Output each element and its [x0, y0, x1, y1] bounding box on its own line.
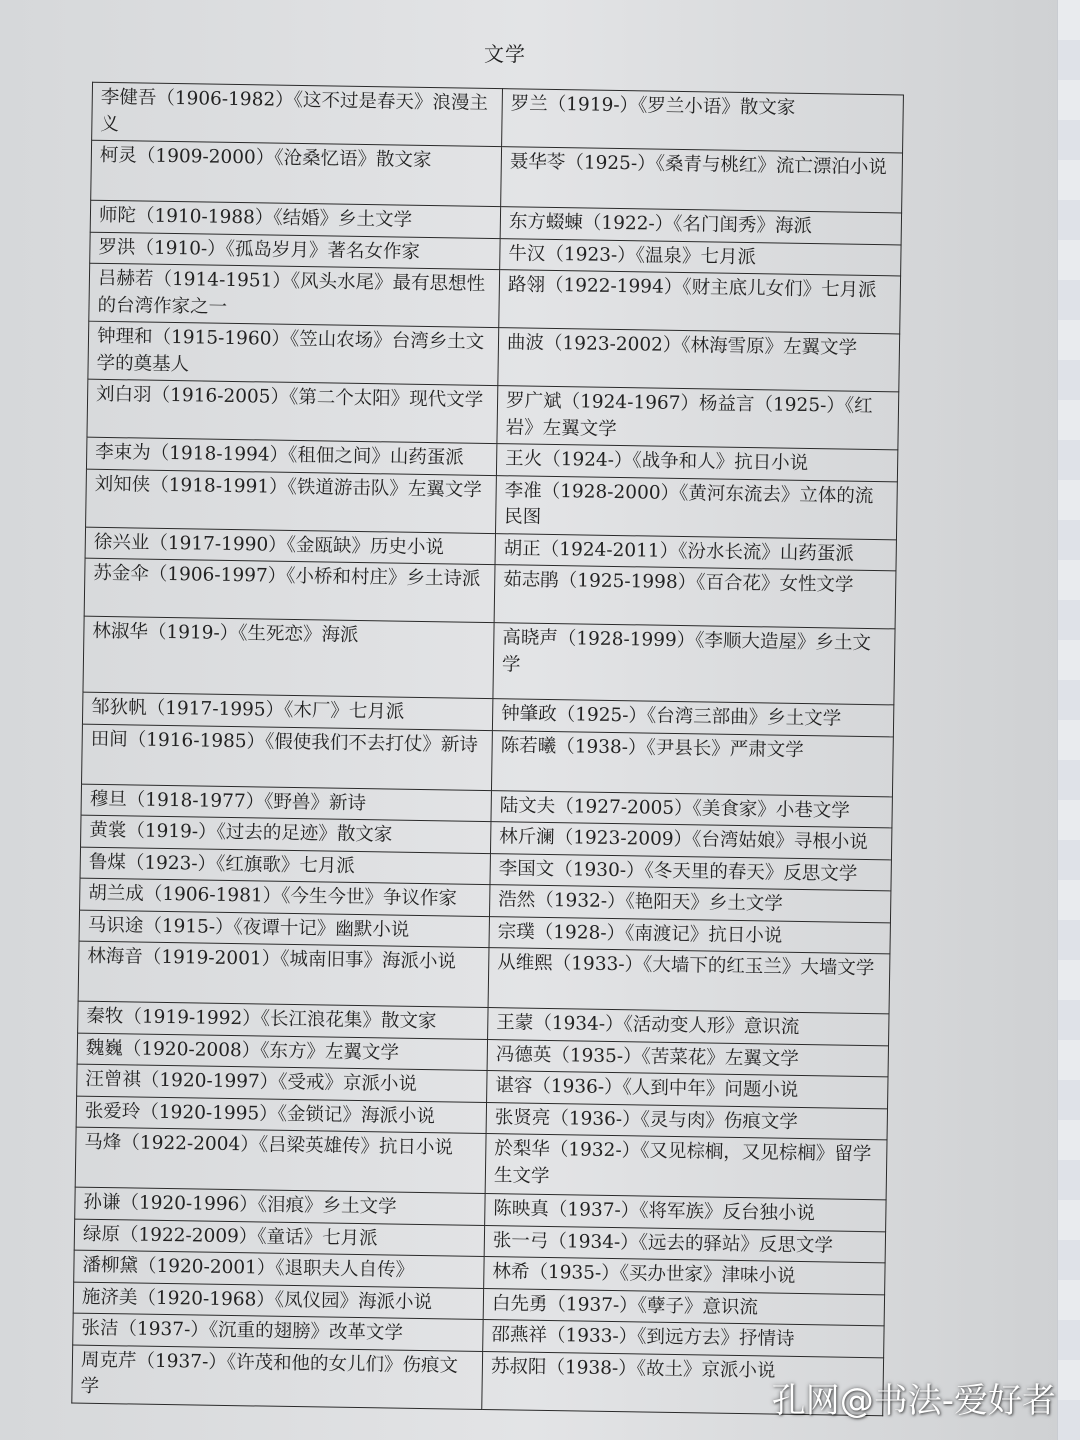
table-cell-right: 谌容（1936-）《人到中年》问题小说	[487, 1071, 888, 1109]
table-cell-right: 茹志鹃（1925-1998）《百合花》女性文学	[494, 565, 896, 629]
table-cell-right: 聂华苓（1925-）《桑青与桃红》流亡漂泊小说	[501, 147, 903, 213]
table-cell-right: 罗广斌（1924-1967）杨益言（1925-）《红岩》左翼文学	[497, 386, 899, 450]
table-cell-right: 胡正（1924-2011）《汾水长流》山药蛋派	[495, 533, 896, 571]
table-cell-left: 邹狄帆（1917-1995）《木厂》七月派	[82, 692, 492, 730]
table-cell-left: 苏金伞（1906-1997）《小桥和村庄》乡土诗派	[84, 558, 495, 622]
table-cell-right: 苏叔阳（1938-）《故土》京派小说	[482, 1351, 884, 1415]
table-cell-left: 张爱玲（1920-1995）《金锁记》海派小说	[76, 1096, 486, 1134]
table-cell-right: 高晓声（1928-1999）《李顺大造屋》乡土文学	[493, 623, 895, 705]
table-cell-right: 宗璞（1928-）《南渡记》抗日小说	[489, 916, 890, 954]
table-cell-left: 绿原（1922-2009）《童话》七月派	[74, 1219, 484, 1257]
table-cell-left: 黄裳（1919-）《过去的足迹》散文家	[81, 815, 491, 853]
table-cell-left: 马识途（1915-）《夜谭十记》幽默小说	[79, 910, 489, 948]
table-cell-right: 牛汉（1923-）《温泉》七月派	[500, 238, 901, 276]
table-cell-right: 陆文夫（1927-2005）《美食家》小巷文学	[491, 790, 892, 828]
table-cell-left: 刘知侠（1918-1991）《铁道游击队》左翼文学	[86, 469, 497, 533]
literature-table	[71, 82, 904, 1416]
table-cell-right: 王蒙（1934-）《活动变人形》意识流	[488, 1008, 889, 1046]
table-cell-right: 张一弓（1934-）《远去的驿站》反思文学	[484, 1225, 885, 1263]
table-cell-right: 罗兰（1919-）《罗兰小语》散文家	[502, 89, 904, 153]
page-title: 文学	[484, 42, 526, 66]
table-cell-left: 林海音（1919-2001）《城南旧事》海派小说	[78, 941, 489, 1007]
background-page-edge	[1057, 0, 1080, 1440]
table-cell-right: 李国文（1930-）《冬天里的春天》反思文学	[490, 853, 891, 891]
table-cell-right: 王火（1924-）《战争和人》抗日小说	[496, 444, 897, 482]
table-cell-right: 钟肇政（1925-）《台湾三部曲》乡土文学	[492, 699, 893, 737]
table-cell-left: 李健吾（1906-1982）《这不过是春天》浪漫主义	[92, 82, 503, 146]
table-cell-right: 於梨华（1932-）《又见棕榈，又见棕榈》留学生文学	[485, 1134, 887, 1200]
table-cell-left: 钟理和（1915-1960）《笠山农场》台湾乡土文学的奠基人	[88, 321, 499, 385]
table-cell-right: 曲波（1923-2002）《林海雪原》左翼文学	[498, 328, 900, 392]
table-cell-right: 从维熙（1933-）《大墙下的红玉兰》大墙文学	[488, 948, 890, 1014]
table-cell-left: 魏巍（1920-2008）《东方》左翼文学	[77, 1033, 487, 1071]
table-cell-right: 林希（1935-）《买办世家》津味小说	[484, 1257, 885, 1295]
table-cell-left: 田间（1916-1985）《假使我们不去打仗》新诗	[82, 724, 493, 790]
table-cell-right: 白先勇（1937-）《孽子》意识流	[483, 1288, 884, 1326]
table-cell-left: 鲁煤（1923-）《红旗歌》七月派	[80, 847, 490, 885]
table-cell-left: 马烽（1922-2004）《吕梁英雄传》抗日小说	[75, 1127, 486, 1193]
table-cell-left: 吕赫若（1914-1951）《风头水尾》最有思想性的台湾作家之一	[89, 263, 500, 327]
table-cell-left: 徐兴业（1917-1990）《金瓯缺》历史小说	[85, 527, 495, 565]
table-cell-right: 冯德英（1935-）《苦菜花》左翼文学	[487, 1039, 888, 1077]
table-cell-left: 师陀（1910-1988）《结婚》乡土文学	[90, 200, 500, 238]
table-cell-left: 孙谦（1920-1996）《泪痕》乡土文学	[75, 1187, 485, 1225]
table-cell-left: 林淑华（1919-）《生死恋》海派	[83, 616, 494, 698]
watermark: 孔网@书法-爱好者	[771, 1381, 1056, 1421]
table-cell-right: 李准（1928-2000）《黄河东流去》立体的流民图	[496, 475, 898, 539]
table-row	[72, 1345, 884, 1416]
table-cell-right: 陈映真（1937-）《将军族》反台独小说	[485, 1194, 886, 1232]
table-cell-right: 林斤澜（1923-2009）《台湾姑娘》寻根小说	[490, 822, 891, 860]
table-cell-left: 张洁（1937-）《沉重的翅膀》改革文学	[73, 1313, 483, 1351]
table-cell-left: 柯灵（1909-2000）《沧桑忆语》散文家	[91, 140, 502, 206]
table-cell-left: 李束为（1918-1994）《租佃之间》山药蛋派	[86, 437, 496, 475]
table-cell-left: 潘柳黛（1920-2001）《退职夫人自传》	[74, 1250, 484, 1288]
table-cell-left: 汪曾祺（1920-1997）《受戒》京派小说	[77, 1064, 487, 1102]
table-cell-left: 施济美（1920-1968）《凤仪园》海派小说	[73, 1282, 483, 1320]
table-row	[83, 616, 895, 705]
table-cell-left: 刘白羽（1916-2005）《第二个太阳》现代文学	[87, 379, 498, 443]
table-cell-right: 路翎（1922-1994）《财主底儿女们》七月派	[499, 270, 901, 334]
table-cell-left: 胡兰成（1906-1981）《今生今世》争议作家	[80, 878, 490, 916]
table-cell-left: 穆旦（1918-1977）《野兽》新诗	[81, 784, 491, 822]
table-cell-left: 周克芹（1937-）《许茂和他的女儿们》伤痕文学	[72, 1345, 483, 1409]
table-cell-right: 浩然（1932-）《艳阳天》乡土文学	[489, 885, 890, 923]
table-cell-right: 陈若曦（1938-）《尹县长》严肃文学	[491, 730, 893, 796]
literature-table-body	[72, 82, 904, 1415]
table-cell-right: 张贤亮（1936-）《灵与肉》伤痕文学	[486, 1102, 887, 1140]
table-cell-right: 邵燕祥（1933-）《到远方去》抒情诗	[483, 1320, 884, 1358]
table-cell-right: 东方蝃蝀（1922-）《名门闺秀》海派	[500, 207, 901, 245]
table-cell-left: 罗洪（1910-）《孤岛岁月》著名女作家	[90, 232, 500, 270]
table-cell-left: 秦牧（1919-1992）《长江浪花集》散文家	[78, 1001, 488, 1039]
